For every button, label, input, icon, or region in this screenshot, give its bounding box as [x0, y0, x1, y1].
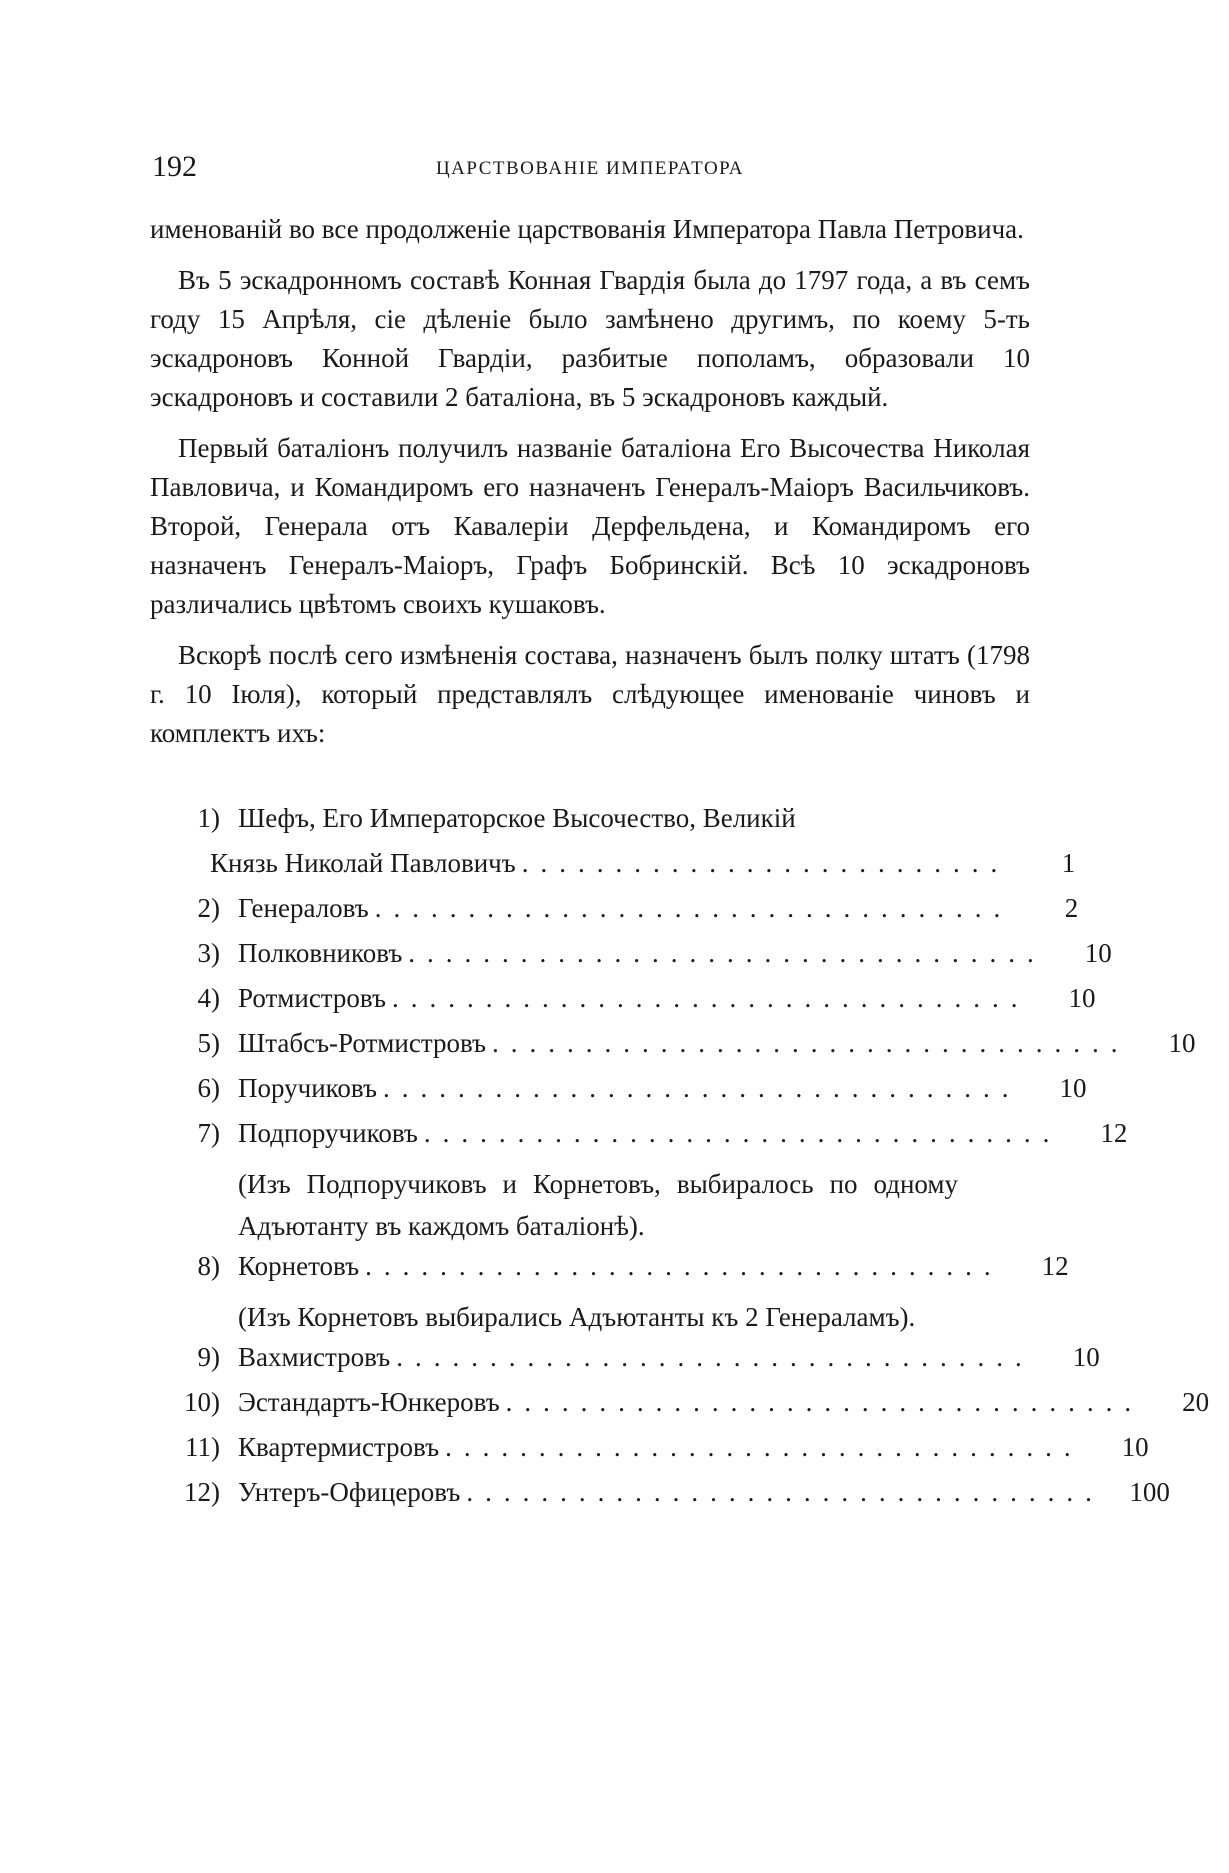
rank-number: 11) [185, 1432, 220, 1462]
rank-count: 12 [1100, 1118, 1128, 1148]
paragraph-2: Въ 5 эскадронномъ составѣ Конная Гвардія была до 1797 года, а въ семъ году 15 Апрѣля, сіе дѣленіе было замѣнено другимъ, по коему 5-ть эскадроновъ Конной Гвардіи, разбитые пополамъ, образовали 10 эскадроновъ и составили 2 баталіона, въ 5 эскадроновъ каждый. [150, 265, 1030, 412]
rank-1 [150, 848, 1076, 893]
rank-number: 4) [197, 983, 220, 1013]
rank-number: 2) [197, 893, 220, 923]
rank-note: (Изъ Подпоручиковъ и Корнетовъ, выбиралось по одному Адъютанту въ каждомъ баталіонѣ). [238, 1169, 958, 1241]
rank-11 [150, 1432, 1149, 1477]
leader-dots: .................................. [466, 1477, 1104, 1507]
running-head [150, 150, 1030, 190]
rank-number: 1) [197, 803, 220, 833]
rank-label: Квартермистровъ [238, 1432, 440, 1462]
running-title: ЦАРСТВОВАНІЕ ИМПЕРАТОРА [435, 158, 745, 179]
rank-count: 20 [1182, 1387, 1210, 1417]
leader-dots: .................................. [365, 1251, 1003, 1281]
leader-dots: .................................. [374, 893, 1013, 923]
paragraph-3: Первый баталіонъ получилъ названіе баталіона Его Высочества Николая Павловича, и Командиромъ его назначенъ Генералъ-Маіоръ Васильчиковъ. Второй, Генерала отъ Кавалеріи Дерфельдена, и Командиромъ его назначенъ Генералъ-Маіоръ, Графъ Бобринскій. Всѣ 10 эскадроновъ различались цвѣтомъ своихъ кушаковъ. [150, 433, 1030, 619]
leader-dots: .................................. [505, 1387, 1144, 1417]
rank-number: 10) [184, 1387, 220, 1417]
rank-label: Князь Николай Павловичъ [210, 848, 516, 878]
rank-number: 12) [184, 1477, 220, 1507]
rank-number: 9) [197, 1342, 220, 1372]
paragraph-1: именованій во все продолженіе царствованія Императора Павла Петровича. [150, 214, 1024, 244]
rank-5 [150, 1028, 1196, 1073]
rank-count: 10 [1121, 1432, 1149, 1462]
leader-dots: .................................. [396, 1342, 1034, 1372]
rank-count: 100 [1129, 1477, 1170, 1507]
rank-label: Вахмистровъ [238, 1342, 391, 1372]
page [150, 150, 1210, 1522]
rank-3 [150, 938, 1112, 983]
rank-number: 6) [197, 1073, 220, 1103]
rank-label: Ротмистровъ [238, 983, 386, 1013]
rank-count: 10 [1072, 1342, 1100, 1372]
leader-dots: .................................. [391, 983, 1030, 1013]
rank-label: Подпоручиковъ [238, 1118, 418, 1148]
rank-4 [150, 983, 1096, 1028]
rank-label: Поручиковъ [238, 1073, 377, 1103]
ranks-list [150, 803, 1210, 1522]
rank-12 [150, 1477, 1170, 1522]
rank-number: 3) [197, 938, 220, 968]
rank-count: 10 [1059, 1073, 1087, 1103]
leader-dots: .................................. [382, 1073, 1021, 1103]
rank-1-line1 [150, 803, 1030, 848]
rank-label: Штабсъ-Ротмистровъ [238, 1028, 486, 1058]
rank-count: 10 [1168, 1028, 1196, 1058]
rank-label: Полковниковъ [238, 938, 403, 968]
leader-dots: .................................. [408, 938, 1046, 968]
rank-7 [150, 1118, 1128, 1163]
rank-count: 1 [1061, 848, 1076, 878]
rank-6 [150, 1073, 1087, 1118]
leader-dots: .......................... [521, 848, 1010, 878]
rank-count: 2 [1064, 893, 1079, 923]
rank-number: 7) [197, 1118, 220, 1148]
rank-label: Эстандартъ-Юнкеровъ [238, 1387, 500, 1417]
rank-9 [150, 1342, 1100, 1387]
rank-number: 5) [197, 1028, 220, 1058]
leader-dots: .................................. [445, 1432, 1083, 1462]
leader-dots: .................................. [492, 1028, 1130, 1058]
rank-2 [150, 893, 1079, 938]
rank-label: Генераловъ [238, 893, 369, 923]
rank-label: Корнетовъ [238, 1251, 360, 1281]
rank-label-line1: Шефъ, Его Императорское Высочество, Великій [238, 803, 796, 833]
rank-label: Унтеръ-Офицеровъ [238, 1477, 461, 1507]
paragraph-4: Вскорѣ послѣ сего измѣненія состава, назначенъ былъ полку штатъ (1798 г. 10 Іюля), который представлялъ слѣдующее именованіе чиновъ и комплектъ ихъ: [150, 640, 1030, 748]
rank-count: 10 [1084, 938, 1112, 968]
page-number: 192 [152, 150, 197, 183]
rank-note: (Изъ Корнетовъ выбирались Адъютанты къ 2 Генераламъ). [238, 1302, 916, 1332]
rank-10 [150, 1387, 1210, 1432]
rank-number: 8) [197, 1251, 220, 1281]
rank-count: 10 [1068, 983, 1096, 1013]
rank-8 [150, 1251, 1069, 1296]
leader-dots: .................................. [423, 1118, 1062, 1148]
rank-count: 12 [1041, 1251, 1069, 1281]
